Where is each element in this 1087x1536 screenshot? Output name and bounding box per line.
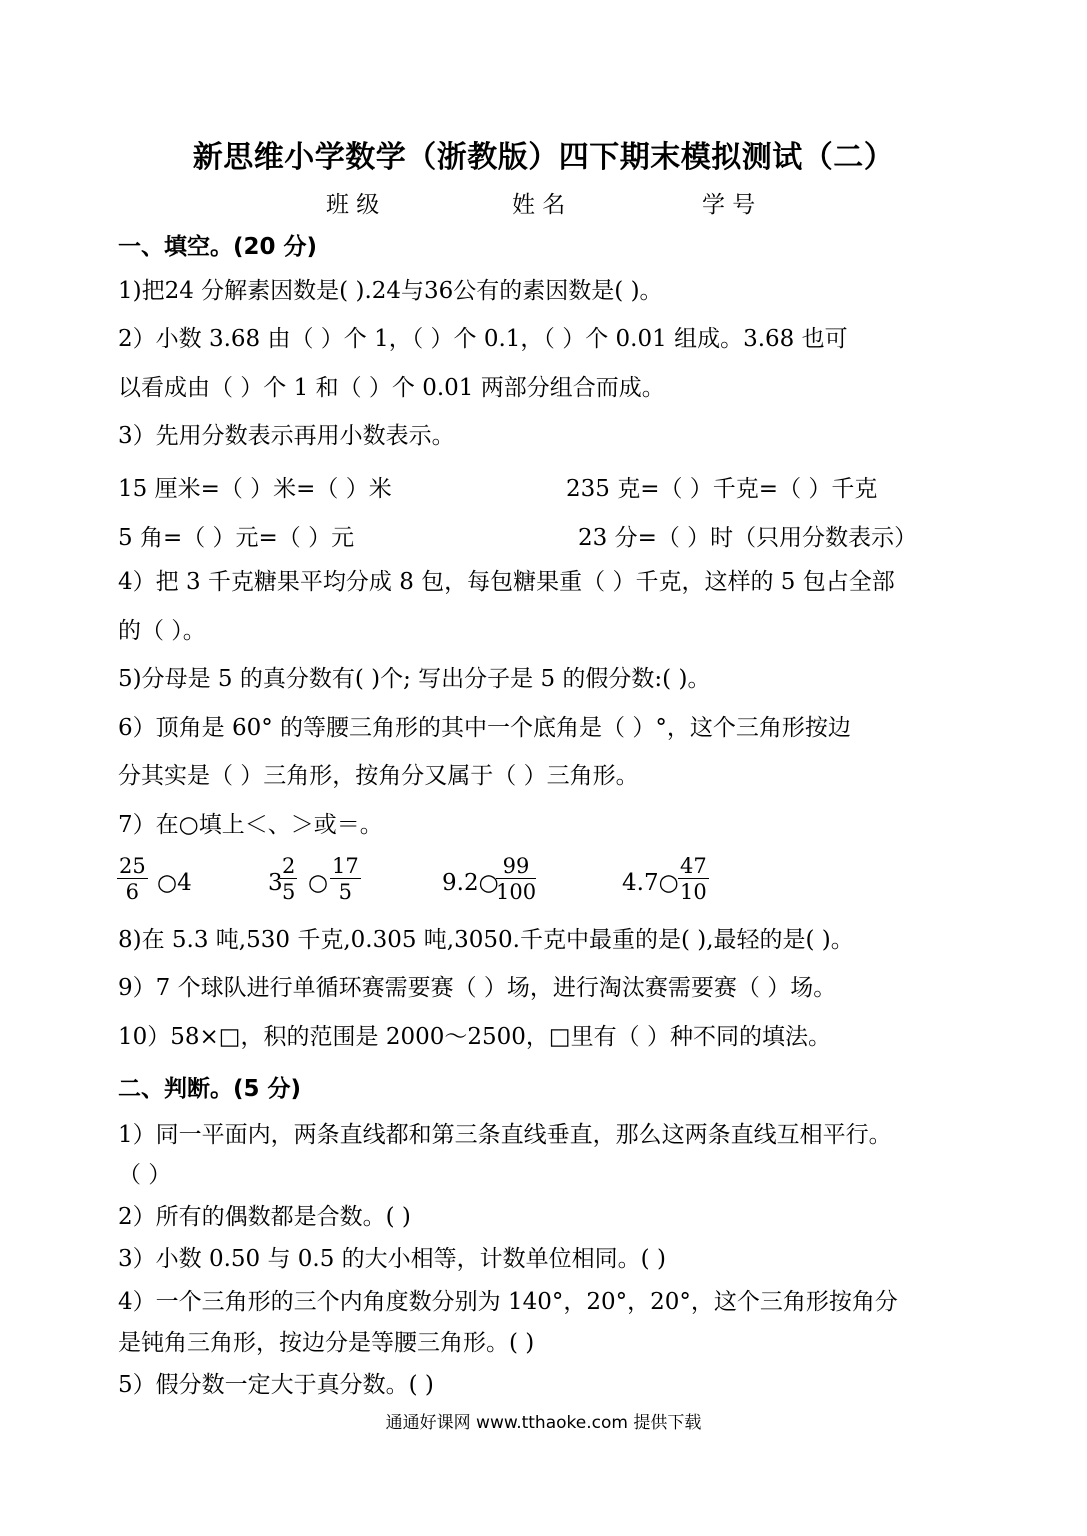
class-label: 班 级 [326,192,380,218]
compare-c-left: 9.2○ [442,870,499,896]
compare-a-numerator: 25 [119,854,146,878]
compare-c-fraction [496,854,536,905]
compare-a-right: ○4 [157,870,192,896]
compare-b-fraction [280,854,297,905]
compare-b-numerator-2: 17 [332,854,359,878]
question-8: 8)在 5.3 吨,530 千克,0.305 吨,3050.千克中最重的是( ),最轻的是( )。 [118,927,854,953]
name-label: 姓 名 [512,192,566,218]
judge-question-4-line-1: 4）一个三角形的三个内角度数分别为 140°，20°，20°，这个三角形按角分 [118,1289,898,1315]
compare-d-numerator: 47 [680,854,707,878]
compare-d-left: 4.7○ [622,870,679,896]
question-3-row-1-right: 235 克=（ ）千克=（ ）千克 [566,476,878,502]
compare-b-numerator: 2 [282,854,296,878]
judge-question-1-line-2: （ ） [118,1162,172,1188]
compare-b-whole: 3 [268,870,283,896]
question-7: 7）在○填上＜、＞或＝。 [118,812,383,838]
question-2-line-1: 2）小数 3.68 由（ ）个 1，（ ）个 0.1，（ ）个 0.01 组成。3.68 也可 [118,326,848,352]
compare-c-denominator: 100 [496,880,537,904]
student-number-label: 学 号 [702,192,756,218]
judge-question-1-line-1: 1）同一平面内，两条直线都和第三条直线垂直，那么这两条直线互相平行。 [118,1122,892,1148]
section-fill-blank-heading: 一、填空。(20 分) [118,234,318,260]
compare-d-denominator: 10 [680,880,707,904]
question-5: 5)分母是 5 的真分数有( )个; 写出分子是 5 的假分数:( )。 [118,666,711,692]
compare-b-denominator: 5 [282,880,296,904]
question-1: 1)把24 分解素因数是( ).24与36公有的素因数是( )。 [118,278,663,304]
compare-a-denominator: 6 [125,880,140,904]
question-9: 9）7 个球队进行单循环赛需要赛（ ）场，进行淘汰赛需要赛（ ）场。 [118,975,837,1001]
judge-question-2: 2）所有的偶数都是合数。( ) [118,1204,411,1230]
judge-question-3: 3）小数 0.50 与 0.5 的大小相等，计数单位相同。( ) [118,1246,666,1272]
footer-source: 通通好课网 www.tthaoke.com 提供下载 [385,1413,702,1433]
question-3-row-2-left: 5 角=（ ）元=（ ）元 [118,525,355,551]
page-title: 新思维小学数学（浙教版）四下期末模拟测试（二） [192,140,895,175]
judge-question-5: 5）假分数一定大于真分数。( ) [118,1372,434,1398]
judge-question-4-line-2: 是钝角三角形，按边分是等腰三角形。( ) [118,1330,535,1356]
question-4-line-1: 4）把 3 千克糖果平均分成 8 包，每包糖果重（ ）千克，这样的 5 包占全部 [118,569,895,595]
question-3: 3）先用分数表示再用小数表示。 [118,423,455,449]
question-4-line-2: 的（ ）。 [118,618,206,644]
compare-a-fraction [117,854,148,905]
question-6-line-2: 分其实是（ ）三角形，按角分又属于（ ）三角形。 [118,763,639,789]
compare-b-fraction-2 [330,854,361,905]
compare-b-circle: ○ [308,870,329,896]
section-judge-heading: 二、判断。(5 分) [118,1076,302,1102]
question-6-line-1: 6）顶角是 60° 的等腰三角形的其中一个底角是（ ）°，这个三角形按边 [118,715,851,741]
compare-d-fraction [678,854,709,905]
question-3-row-1-left: 15 厘米=（ ）米=（ ）米 [118,476,392,502]
compare-c-numerator: 99 [496,854,536,879]
question-10: 10）58×□，积的范围是 2000～2500，□里有（ ）种不同的填法。 [118,1024,831,1050]
question-3-row-2-right: 23 分=（ ）时（只用分数表示） [578,525,918,551]
question-2-line-2: 以看成由（ ）个 1 和（ ）个 0.01 两部分组合而成。 [118,375,665,401]
compare-b-denominator-2: 5 [338,880,353,904]
